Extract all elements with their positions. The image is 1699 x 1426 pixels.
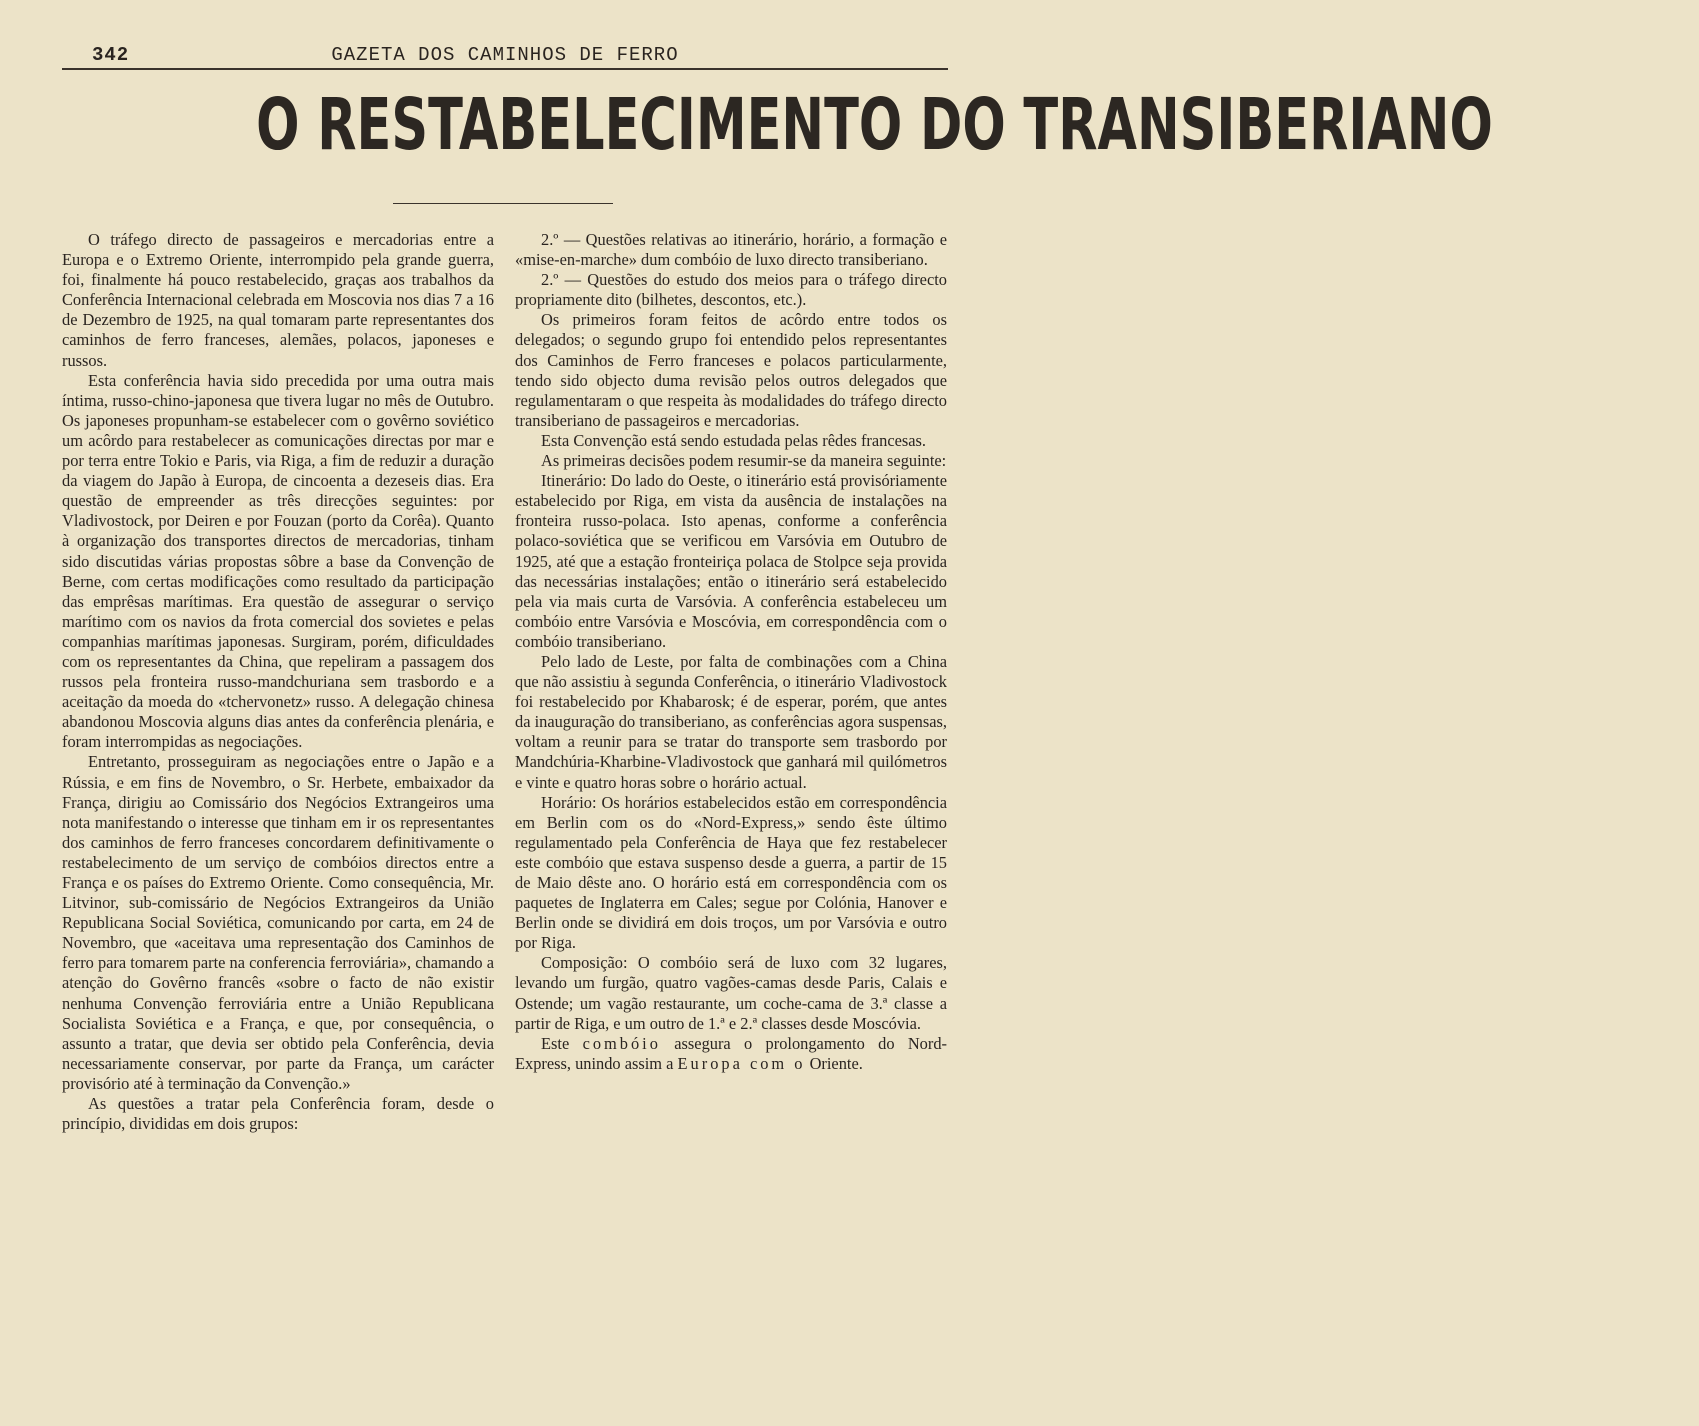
- paragraph: Itinerário: Do lado do Oeste, o itinerário está provisóriamente estabelecido por Riga, em vista da ausência de instalações na fronteira russo-polaca. Isto apenas, conforme a conferência polaco-soviética que se verificou em Varsóvia em Outubro de 1925, até que a estação fronteiriça polaca de Stolpce seja provida das necessárias instalações; então o itinerário será estabelecido pela via mais curta de Varsóvia. A conferência estabeleceu um combóio entre Varsóvia e Moscóvia, em correspondência com o combóio transiberiano.: [515, 471, 947, 651]
- paragraph: Entretanto, prosseguiram as negociações entre o Japão e a Rússia, e em fins de Novembro, o Sr. Herbete, embaixador da França, dirigiu ao Comissário dos Negócios Extrangeiros uma nota manifestando o interesse que tinham em ir os representantes dos caminhos de ferro franceses concordarem definitivamente o restabelecimento de um serviço de combóios directos entre a França e os países do Extremo Oriente. Como consequência, Mr. Litvinor, sub-comissário de Negócios Extrangeiros da União Republicana Social Soviética, comunicando por carta, em 24 de Novembro, que «aceitava uma representação dos Caminhos de ferro para tomarem parte na conferencia ferroviária», chamando a atenção do Govêrno francês «sobre o facto de não existir nenhuma Convenção ferroviária entre a União Republicana Socialista Soviética e a França, e que, por consequência, o assunto a tratar, que devia ser obtido pela Conferência, devia necessariamente conservar, por parte da França, um carácter provisório até à terminação da Convenção.»: [62, 752, 494, 1093]
- paragraph: Horário: Os horários estabelecidos estão em correspondência em Berlin com os do «Nord-Express,» sendo êste último regulamentado pela Conferência de Haya que fez restabelecer este combóio que estava suspenso desde a guerra, a partir de 15 de Maio dêste ano. O horário está em correspondência com os paquetes de Inglaterra em Cales; segue por Colónia, Hanover e Berlin onde se dividirá em dois troços, um por Varsóvia e outro por Riga.: [515, 792, 947, 953]
- closing-spaced-text: combóio: [582, 1033, 661, 1053]
- closing-text: Oriente.: [805, 1053, 863, 1073]
- paragraph: As primeiras decisões podem resumir-se da maneira seguinte:: [541, 451, 947, 471]
- article-title-text: O RESTABELECIMENTO DO TRANSIBERIANO: [256, 84, 1493, 167]
- title-divider: [393, 203, 613, 204]
- article-title: [50, 78, 1493, 174]
- running-head: [62, 42, 948, 70]
- left-column: [62, 230, 494, 1134]
- journal-name: GAZETA DOS CAMINHOS DE FERRO: [331, 44, 679, 66]
- paragraph: 2.º — Questões relativas ao itinerário, horário, a formação e «mise-en-marche» dum combóio de luxo directo transiberiano.: [515, 230, 947, 270]
- paragraph: 2.º — Questões do estudo dos meios para o tráfego directo propriamente dito (bilhetes, descontos, etc.).: [515, 270, 947, 310]
- page-number: 342: [92, 44, 130, 66]
- closing-spaced-text: Europa com o: [677, 1053, 806, 1073]
- paragraph: Esta Convenção está sendo estudada pelas rêdes francesas.: [541, 430, 927, 450]
- paragraph: Pelo lado de Leste, por falta de combinações com a China que não assistiu à segunda Conferência, o itinerário Vladivostock foi restabelecido por Khabarosk; é de esperar, porém, que antes da inauguração do transiberiano, as conferências agora suspensas, voltam a reunir para se tratar do transporte sem trasbordo por Mandchúria-Kharbine-Vladivostock que ganhará mil quilómetros e vinte e quatro horas sobre o horário actual.: [515, 651, 947, 792]
- paragraph: Os primeiros foram feitos de acôrdo entre todos os delegados; o segundo grupo foi entendido pelos representantes dos Caminhos de Ferro franceses e polacos particularmente, tendo sido objecto duma revisão pelos outros delegados que regulamentaram o que respeita às modalidades do tráfego directo transiberiano de passageiros e mercadorias.: [515, 310, 947, 430]
- paragraph: Composição: O combóio será de luxo com 32 lugares, levando um furgão, quatro vagões-camas desde Paris, Calais e Ostende; um vagão restaurante, um coche-cama de 3.ª classe a partir de Riga, e um outro de 1.ª e 2.ª classes desde Moscóvia.: [515, 953, 947, 1033]
- paragraph: Esta conferência havia sido precedida por uma outra mais íntima, russo-chino-japonesa que tivera lugar no mês de Outubro. Os japoneses propunham-se estabelecer com o govêrno soviético um acôrdo para restabelecer as comunicações directas por mar e por terra entre Tokio e Paris, via Riga, a fim de reduzir a duração da viagem do Japão à Europa, de cincoenta a dezeseis dias. Era questão de empreender as três direcções seguintes: por Vladivostock, por Deiren e por Fouzan (porto da Corêa). Quanto à organização dos transportes directos de mercadorias, tinham sido discutidas várias propostas sôbre a base da Convenção de Berne, com certas modificações como resultado da participação das emprêsas marítimas. Era questão de assegurar o serviço marítimo com os navios da frota comercial dos sovietes e pelas companhias marítimas japonesas. Surgiram, porém, dificuldades com os representantes da China, que repeliram a passagem dos russos pela fronteira russo-mandchuriana sem trasbordo e a aceitação da moeda do «tchervonetz» russo. A delegação chinesa abandonou Moscovia alguns dias antes da conferência plenária, e foram interrompidas as negociações.: [62, 370, 494, 752]
- closing-paragraph: [515, 1034, 947, 1074]
- closing-text: assegura o prolongamento do Nord-Express, unindo assim a: [515, 1033, 947, 1073]
- right-column: [515, 230, 947, 1074]
- closing-text: Este: [541, 1033, 583, 1053]
- paragraph: O tráfego directo de passageiros e mercadorias entre a Europa e o Extremo Oriente, interrompido pela grande guerra, foi, finalmente há pouco restabelecido, graças aos trabalhos da Conferência Internacional celebrada em Moscovia nos dias 7 a 16 de Dezembro de 1925, na qual tomaram parte representantes dos caminhos de ferro franceses, alemães, polacos, japoneses e russos.: [62, 230, 494, 370]
- paragraph: As questões a tratar pela Conferência foram, desde o princípio, divididas em dois grupos:: [62, 1094, 494, 1134]
